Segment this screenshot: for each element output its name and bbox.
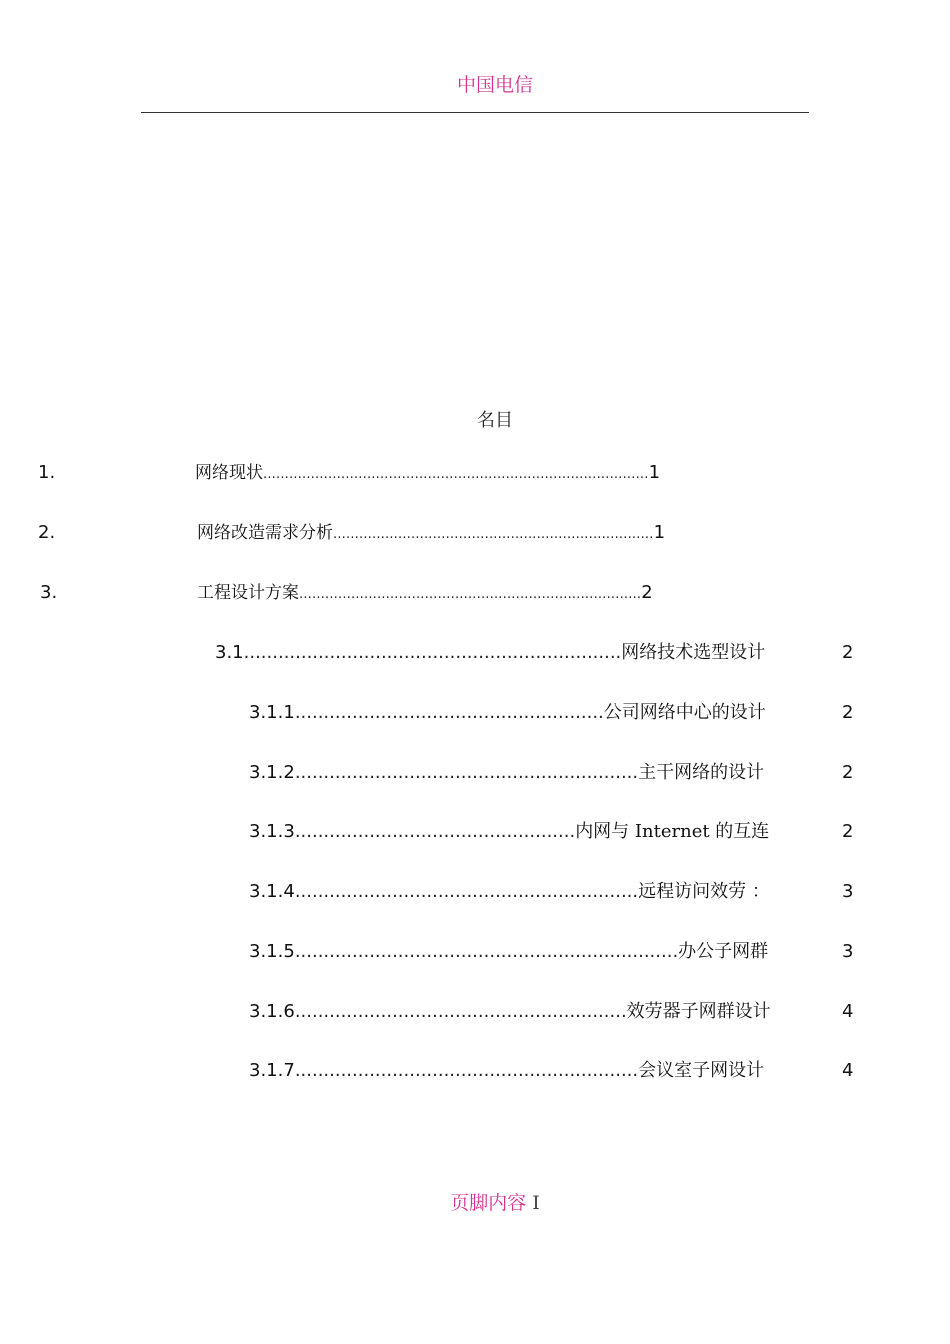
toc-entry-page: 3 [842,881,854,902]
toc-leader-dots: .......................................................................... [333,527,654,542]
toc-entry-page: 2 [842,642,854,663]
toc-entry-number: 1. [38,462,56,483]
footer [0,1188,950,1215]
toc-entry-text: 网络技术选型设计 [621,642,766,663]
toc-entry-text: 网络改造需求分析 [197,523,333,543]
toc-entry-text: 内网与 Internet 的互连 [575,821,770,842]
toc-entry-text: 办公子网群 [678,941,769,962]
toc-entry-page: 4 [842,1060,854,1081]
toc-entry-text: 公司网络中心的设计 [603,702,766,723]
toc-entry-page: 2 [842,762,854,783]
toc-leader-dots: ............................................................ [294,762,639,783]
toc-entry-number: 3.1.2 [249,762,295,783]
toc-entry-number: 3.1.5 [249,941,295,962]
toc-entry-page: 2 [842,821,854,842]
toc-entry-number: 3.1.1 [249,702,295,723]
toc-entry-page: 1 [648,462,661,483]
toc-entry-number: 2. [38,522,56,543]
toc-entry-text: 工程设计方案 [197,583,299,603]
toc-entry-text: 主干网络的设计 [638,762,765,783]
toc-leader-dots: ............................................................ [294,1060,639,1081]
toc-entry-page: 4 [842,1001,854,1022]
toc-entry-text: 会议室子网设计 [638,1060,765,1081]
footer-label: 页脚内容 [450,1192,527,1214]
toc-entry-text: 网络现状 [195,463,263,483]
toc-entry-number: 3.1.3 [249,821,295,842]
toc-entry-number: 3.1 [215,642,244,663]
toc-entry-page: 2 [641,582,653,603]
toc-leader-dots: ............................................................ [294,881,639,902]
toc-leader-dots: ......................................................................................... [263,467,649,482]
header-title: 中国电信 [456,74,533,96]
toc-entry-text: 远程访问效劳 ： [638,881,770,902]
toc-entry-number: 3. [40,582,58,603]
toc-leader-dots: .................................................................. [243,642,622,663]
toc-entry-number: 3.1.4 [249,881,295,902]
toc-leader-dots: .......................................................... [294,1001,627,1022]
toc-entry-page: 3 [842,941,854,962]
toc-entry-page: 2 [842,702,854,723]
toc-entry-page: 1 [653,522,666,543]
toc-leader-dots: ...................................................... [294,702,604,723]
toc-entry-number: 3.1.7 [249,1060,295,1081]
toc-leader-dots: ............................................................................... [299,587,642,602]
toc-leader-dots: ................................................................... [294,941,679,962]
footer-page-number: I [532,1192,540,1214]
toc-title: 名目 [477,410,513,431]
header-rule [141,112,809,113]
toc-entry-text: 效劳器子网群设计 [626,1001,771,1022]
toc-leader-dots: ................................................. [294,821,576,842]
toc-entry-number: 3.1.6 [249,1001,295,1022]
